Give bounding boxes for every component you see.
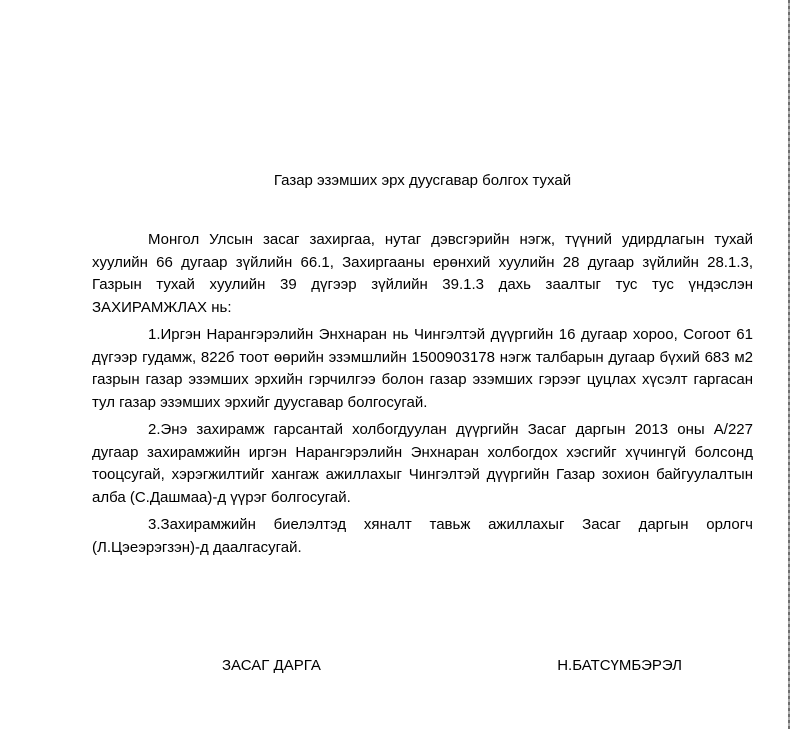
clause-2-paragraph: 2.Энэ захирамж гарсантай холбогдуулан дүүргийн Засаг даргын 2013 оны А/227 дугаар захирамжийн иргэн Нарангэрэлийн Энхнаран холбогдох хэсгийг хүчингүй болсонд тооцсугай, хэрэгжилтийг хангаж ажиллахыг Чингэлтэй дүүргийн Газар зохион байгуулалтын алба (С.Дашмаа)-д үүрэг болгосугай. (92, 421, 753, 506)
decree-document (92, 0, 753, 677)
signatory-role: ЗАСАГ ДАРГА (222, 657, 321, 674)
signature-row (92, 654, 753, 677)
clause-3-paragraph: 3.Захирамжийн биелэлтэд хяналт тавьж ажиллахыг Засаг даргын орлогч (Л.Цэеэрэгзэн)-д даалгасугай. (92, 516, 753, 556)
document-title: Газар эзэмших эрх дуусгавар болгох тухай (273, 172, 572, 189)
signatory-name: Н.БАТСҮМБЭРЭЛ (557, 657, 682, 674)
clause-1-paragraph: 1.Иргэн Нарангэрэлийн Энхнаран нь Чингэлтэй дүүргийн 16 дугаар хороо, Согоот 61 дүгээр гудамж, 822б тоот өөрийн эзэмшлийн 1500903178 нэгж талбарын дугаар бүхий 683 м2 газрын газар эзэмших эрхийн гэрчилгээ болон газар эзэмших гэрээг цуцлах хүсэлт гаргасан тул газар эзэмших эрхийг дуусгавар болгосугай. (92, 326, 753, 411)
preamble-paragraph: Монгол Улсын засаг захиргаа, нутаг дэвсгэрийн нэгж, түүний удирдлагын тухай хуулийн 66 дугаар зүйлийн 66.1, Захиргааны ерөнхий хуулийн 28 дугаар зүйлийн 28.1.3, Газрын тухай хуулийн 39 дүгээр зүйлийн 39.1.3 дахь заалтыг тус тус үндэслэн ЗАХИРАМЖЛАХ нь: (92, 231, 753, 316)
